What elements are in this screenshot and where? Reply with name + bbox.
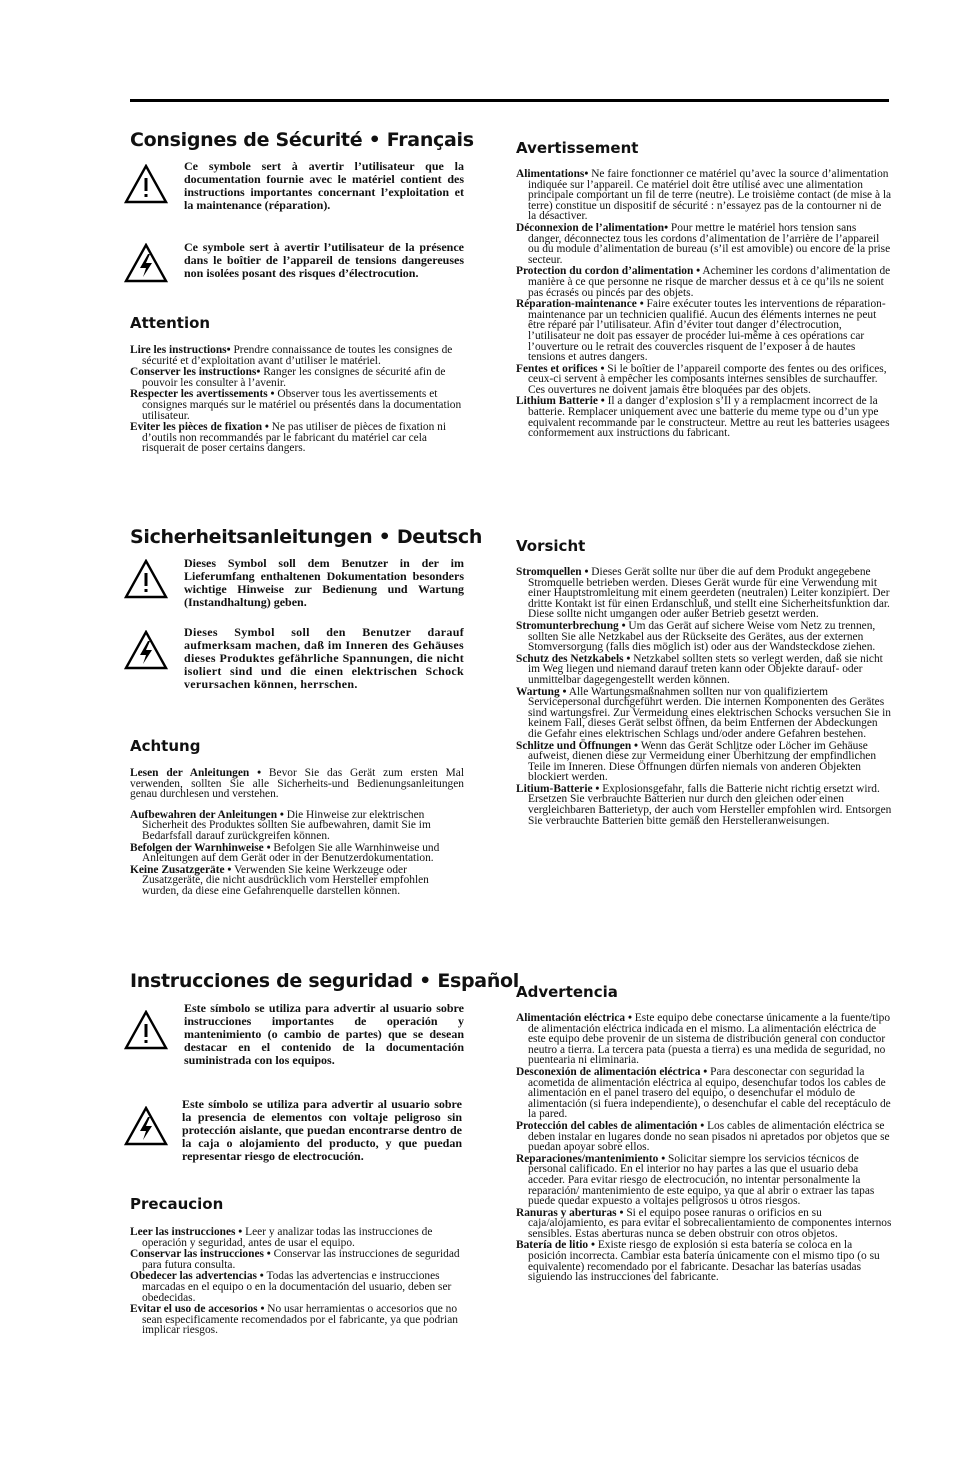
subhead-achtung: Achtung (130, 737, 201, 755)
subhead-avertissement: Avertissement (516, 139, 639, 157)
list-item: Eviter les pièces de fixation • Ne pas utiliser de pièces de fixation ni d’outils non recommandés par le fabricant du matériel car cela risquerait de poser certains dangers. (130, 421, 447, 455)
list-item: Conservar las instrucciones • Conservar las instrucciones de seguridad para futura consulta. (130, 1248, 460, 1271)
list-item: Keine Zusatzgeräte • Verwenden Sie keine Werkzeuge oder Zusatzgeräte, die nicht ausdrücklich vom Hersteller empfohlen wurden, da diese eine Gefahrenquelle darstellen können. (130, 863, 429, 897)
list-item: Batería de litio • Existe riesgo de explosión si esta batería se coloca en la posición incorrecta. Cambiar esta batería únicamente con el mismo tipo (o su equivalente) recomendado por el fabricante. Desachar las baterías usadas siguiendo las instrucciones del fabricante. (516, 1239, 880, 1284)
subhead-advertencia: Advertencia (516, 983, 618, 1001)
list-item: Déconnexion de l’alimentation• Pour mettre le matériel hors tension sans danger, déconnectez tous les cordons d’alimentation de l’arrière de l’appareil ou du module d’alimentation de bureau (s’il est amovible) ou encore de la prise secteur. (516, 221, 891, 266)
list-avertissement (516, 169, 892, 440)
section-title-francais: Consignes de Sécurité • Français (130, 129, 474, 151)
symbol-text-caution-fr: Ce symbole sert à avertir l’utilisateur que la documentation fournie avec le matériel contient des instructions importantes concernant l’exploitation et la maintenance (réparation). (184, 159, 464, 212)
list-francais (130, 345, 464, 455)
list-item: Obedecer las advertencias • Todas las advertencias e instrucciones marcadas en el equipo o en la documentación del usuario, deben ser obedecidas. (130, 1270, 452, 1304)
top-rule (130, 99, 889, 102)
list-vorsicht (516, 567, 892, 827)
list-item: Desconexión de alimentación eléctrica • Para desconectar con seguridad la acometida de alimentación eléctrica al equipo, desenchufar todos los cables de alimentación en el panel trasero del equipo, o desenchufar el módulo de alimentación (si fuera independiente), o desenchufar el cable del receptáculo de la pared. (516, 1065, 891, 1121)
section-title-espanol: Instrucciones de seguridad • Español (130, 970, 520, 992)
list-item: Alimentations• Ne faire fonctionner ce matériel qu’avec la source d’alimentation indiquée sur l’appareil. Ce matériel doit être utilisé avec une alimentation principale comportant un fil de terre (neutre). Le troisième contact (de mise à la terre) constitue un dispositif de sécurité : n’essayez pas de la contourner ni de la désactiver. (516, 168, 892, 223)
list-item: Litium-Batterie • Explosionsgefahr, falls die Batterie nicht richtig ersetzt wird. Ersetzen Sie verbrauchte Batterien nur durch den gleichen oder einen vergleichbaren Batterietyp, der auch vom Hersteller empfohlen wird. Entsorgen Sie verbrauchte Batterien bitte gemäß den Herstelleranweisungen. (516, 782, 892, 827)
list-item: Leer las instrucciones • Leer y analizar todas las instrucciones de operación y seguridad, antes de usar el equipo. (130, 1226, 433, 1249)
list-item: Protección del cables de alimentación • Los cables de alimentación eléctrica se deben instalar en lugares donde no sean pisados ni apretados por objetos que se puedan apoyar sobre ellos. (516, 1119, 890, 1154)
section-title-deutsch: Sicherheitsanleitungen • Deutsch (130, 526, 483, 548)
lightning-triangle-icon (124, 243, 168, 283)
subhead-precaucion: Precaucion (130, 1195, 224, 1213)
list-item: Fentes et orifices • Si le boîtier de l’appareil comporte des fentes ou des orifices, ceux-ci servent à empêcher les composants internes sensibles de surchauffer. Ces ouvertures ne doivent jamais être bloquées par des objets. (516, 362, 887, 396)
list-item: Stromquellen • Dieses Gerät sollte nur über die auf dem Produkt angegebene Stromquelle betrieben werden. Dieses Gerät wurde für eine Verwendung mit einer Hauptstromleitung mit einem geerdeten (neutralen) Leiter konzipiert. Der dritte Kontakt ist für einen Erdanschluß, und stellt eine Sicherheitsfunktion dar. Diese sollte nicht umgangen oder außer Betrieb gesetzt werden. (516, 566, 890, 621)
list-deutsch (130, 768, 464, 898)
symbol-text-caution-es: Este símbolo se utiliza para advertir al usuario sobre instrucciones importantes de operación y mantenimiento (o cambio de partes) que se desean destacar en el contenido de la documentación suministrada con los equipos. (184, 1001, 464, 1067)
symbol-text-voltage-es: Este símbolo se utiliza para advertir al usuario sobre la presencia de elementos con voltaje peligroso sin protección aislante, que puedan encontrarse dentro de la caja o alojamiento del producto, y que puedan representar riesgo de electrocución. (182, 1097, 462, 1163)
symbol-text-voltage-de: Dieses Symbol soll den Benutzer darauf aufmerksam machen, daß im Inneren des Gehäuses dieses Produktes gefährliche Spannungen, die nicht isoliert sind und die einen elektrischen Schock verursachen können, herrschen. (184, 625, 464, 691)
list-item: Reparaciones/mantenimiento • Solicitar siempre los servicios técnicos de personal calificado. En el interior no hay partes a las que el usuario deba acceder. Para evitar riesgo de electrocución, no intentar personalmente la reparación/ mantenimiento de este equipo, ya que al abrir o extraer las tapas puede quedar expuesto a voltajes peligrosos u otros riesgos. (516, 1152, 875, 1208)
list-item: Schlitze und Öffnungen • Wenn das Gerät Schlitze oder Löcher im Gehäuse aufweist, dienen diese zur Vermeidung einer Überhitzung der empfindlichen Teile im Inneren. Diese Öffnungen dürfen niemals von anderen Objekten blockiert werden. (516, 739, 877, 784)
list-item: Befolgen der Warnhinweise • Befolgen Sie alle Warnhinweise und Anleitungen auf dem Gerät oder in der Benutzerdokumentation. (130, 841, 440, 865)
list-item: Aufbewahren der Anleitungen • Die Hinweise zur elektrischen Sicherheit des Produktes sollten Sie aufbewahren, damit Sie im Bedarfsfall darauf zurückgreifen können. (130, 808, 431, 842)
list-item: Réparation-maintenance • Faire exécuter toutes les interventions de réparation-maintenance par un technicien qualifié. Aucun des éléments internes ne peut être réparé par l’utilisateur. Afin d’éviter tout danger d’électrocution, l’utilisateur ne doit pas essayer de procéder lui-même à ces opérations car l’ouverture ou le retrait des couvercles risquent de l’exposer à de hautes tensions et autres dangers. (516, 298, 886, 364)
symbol-text-caution-de: Dieses Symbol soll dem Benutzer in der im Lieferumfang enthaltenen Dokumentation besonders wichtige Hinweise zur Bedienung und Wartung (Instandhaltung) geben. (184, 556, 464, 609)
exclamation-triangle-icon (124, 559, 168, 599)
list-item: Lithium Batterie • Il a danger d’explosion s’Il y a remplacment incorrect de la batterie. Remplacer uniquement avec une batterie du meme type ou d’un ype equivalent recommande par le constructeur. Mettre au reut les batteries usagees conformement aux instructions du fabricant. (516, 395, 890, 440)
subhead-attention: Attention (130, 314, 211, 332)
list-advertencia (516, 1013, 892, 1284)
subhead-vorsicht: Vorsicht (516, 537, 586, 555)
list-espanol (130, 1227, 464, 1337)
list-item: Conserver les instructions• Ranger les consignes de sécurité afin de pouvoir les consulter à l’avenir. (130, 366, 446, 389)
exclamation-triangle-icon (124, 164, 168, 204)
list-item: Ranuras y aberturas • Si el equipo posee ranuras o orificios en su caja/alojamiento, es para evitar el sobrecalientamiento de componentes internos sensibles. Estas aberturas nunca se deben obstruir con otros objetos. (516, 1206, 892, 1240)
list-item: Alimentación eléctrica • Este equipo debe conectarse únicamente a la fuente/tipo de alimentación eléctrica indicada en el mismo. La alimentación eléctrica de este equipo debe provenir de un sistema de distribución general con conductor neutro a tierra. La tercera pata (puesta a tierra) es una medida de seguridad, no puentearia ni eliminaria. (516, 1012, 891, 1067)
list-item: Respecter les avertissements • Observer tous les avertissements et consignes marqués sur le matériel ou présentés dans la documentation utilisateur. (130, 388, 462, 422)
list-item: Lire les instructions• Prendre connaissance de toutes les consignes de sécurité et d’exploitation avant d’utiliser le matériel. (130, 344, 453, 367)
list-item: Stromunterbrechung • Um das Gerät auf sichere Weise vom Netz zu trennen, sollten Sie alle Netzkabel aus der Rückseite des Gerätes, aus der externen Stomversorgung (falls dies möglich ist) oder aus der Wandsteckdose ziehen. (516, 619, 876, 654)
lightning-triangle-icon (124, 1106, 168, 1146)
list-item: Evitar el uso de accesorios • No usar herramientas o accesorios que no sean especificamente recomendados por el fabricante, ya que podrian implicar riesgos. (130, 1303, 458, 1337)
list-item: Wartung • Alle Wartungsmaßnahmen sollten nur von qualifiziertem Servicepersonal durchgeführt werden. Die internen Komponenten des Gerätes sind wartungsfrei. Zur Vermeidung eines elektrischen Schocks versuchen Sie in keinem Fall, dieses Gerät selbst öffnen, da beim Entfernen der Abdeckungen die Gefahr eines elektrischen Schlags und/oder andere Gefahren bestehen. (516, 685, 891, 740)
symbol-text-voltage-fr: Ce symbole sert à avertir l’utilisateur de la présence dans le boîtier de l’appareil de tensions dangereuses non isolées posant des risques d’électrocution. (184, 240, 464, 280)
list-item: Protection du cordon d’alimentation • Acheminer les cordons d’alimentation de manière à ce que personne ne risque de marcher dessus et à ce qu’ils ne soient pas écrasés ou pincés par des objets. (516, 265, 891, 299)
lightning-triangle-icon (124, 630, 168, 670)
exclamation-triangle-icon (124, 1010, 168, 1050)
list-item: Lesen der Anleitungen • Bevor Sie das Gerät zum ersten Mal verwenden, sollten Sie alle Sicherheits-und Bedienungsanleitungen genau durchlesen und verstehen. (130, 767, 464, 801)
list-item: Schutz des Netzkabels • Netzkabel sollten stets so verlegt werden, daß sie nicht im Weg liegen und niemand darauf treten kann oder Objekte darauf- oder unmittelbar dagegengestellt werden können. (516, 652, 883, 686)
